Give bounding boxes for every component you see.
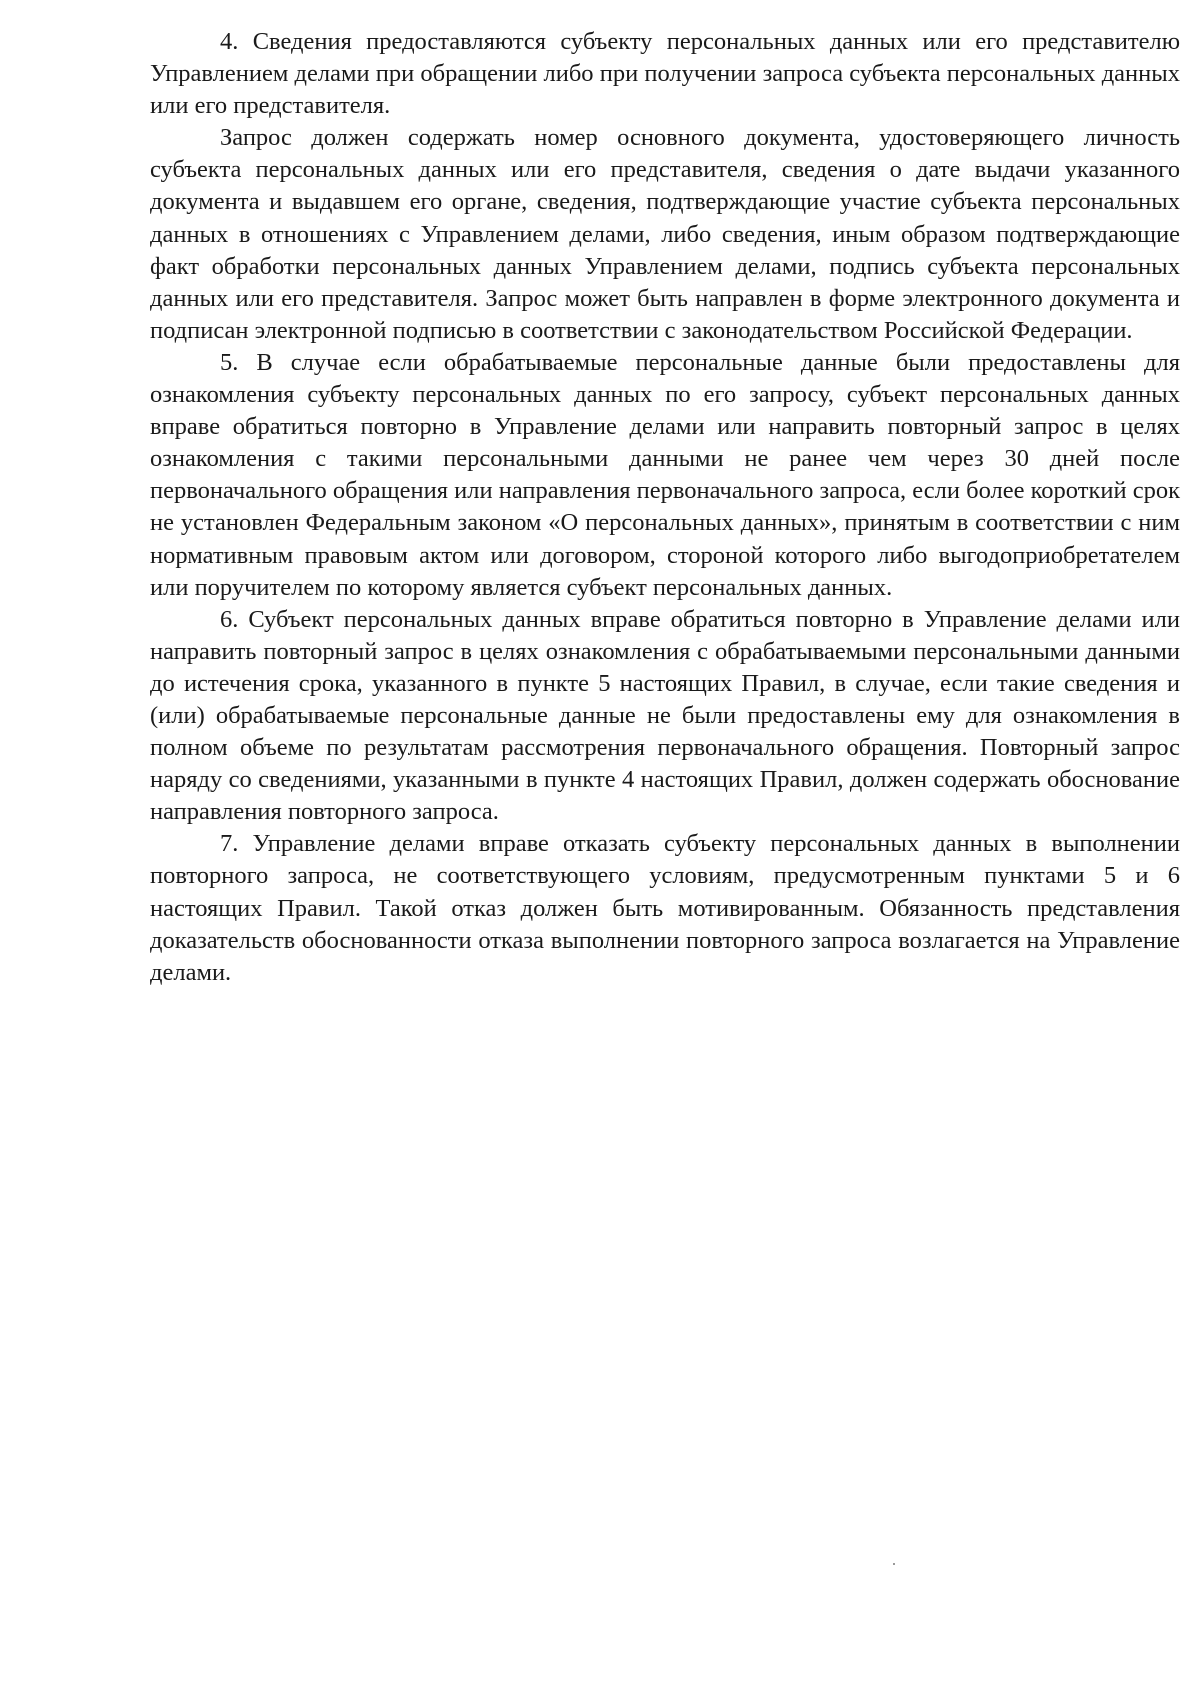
paragraph-request-contents: Запрос должен содержать номер основного документа, удостоверяющего личность субъекта персональных данных или его представителя, сведения о дате выдачи указанного документа и выдавшем его органе, сведения, подтверждающие участие субъекта персональных данных в отношениях с Управлением делами, либо сведения, иным образом подтверждающие факт обработки персональных данных Управлением делами, подпись субъекта персональных данных или его представителя. Запрос может быть направлен в форме электронного документа и подписан электронной подписью в соответствии с законодательством Российской Федерации. [150,124,1180,344]
paragraph-item-6: 6. Субъект персональных данных вправе обратиться повторно в Управление делами или направить повторный запрос в целях ознакомления с обрабатываемыми персональными данными до истечения срока, указанного в пункте 5 настоящих Правил, в случае, если такие сведения и (или) обрабатываемые персональные данные не были предоставлены ему для ознакомления в полном объеме по результатам рассмотрения первоначального обращения. Повторный запрос наряду со сведениями, указанными в пункте 4 настоящих Правил, должен содержать обоснование направления повторного запроса. [150,605,1180,826]
paragraph-item-5: 5. В случае если обрабатываемые персональные данные были предоставлены для ознакомления субъекту персональных данных по его запросу, субъект персональных данных вправе обратиться повторно в Управление делами или направить повторный запрос в целях ознакомления с такими персональными данными не ранее чем через 30 дней после первоначального обращения или направления первоначального запроса, если более короткий срок не установлен Федеральным законом «О персональных данных», принятым в соответствии с ним нормативным правовым актом или договором, стороной которого либо выгодоприобретателем или поручителем по которому является субъект персональных данных. [150,348,1180,601]
scan-speck [893,1563,895,1565]
document-body [150,26,1180,989]
paragraph-item-7: 7. Управление делами вправе отказать субъекту персональных данных в выполнении повторного запроса, не соответствующего условиям, предусмотренным пунктами 5 и 6 настоящих Правил. Такой отказ должен быть мотивированным. Обязанность представления доказательств обоснованности отказа выполнении повторного запроса возлагается на Управление делами. [150,830,1180,986]
paragraph-item-4: 4. Сведения предоставляются субъекту персональных данных или его представителю Управлением делами при обращении либо при получении запроса субъекта персональных данных или его представителя. [150,28,1180,120]
